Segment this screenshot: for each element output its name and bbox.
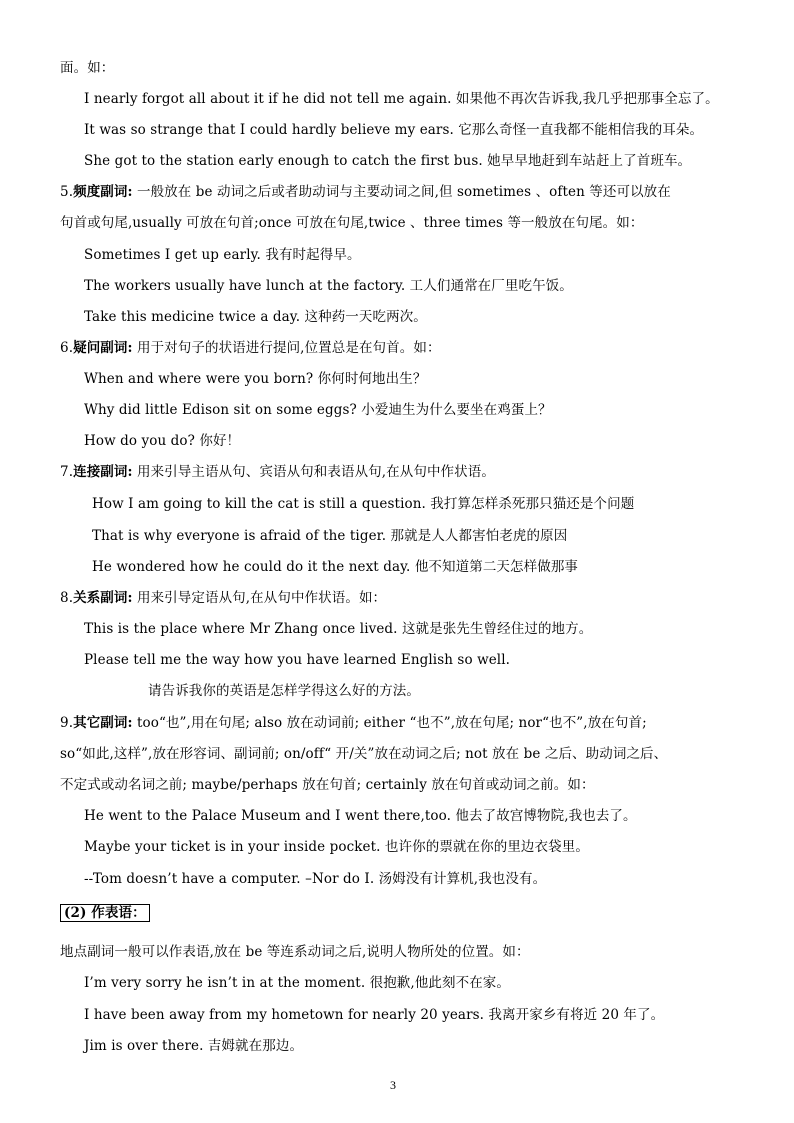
- example-sentence: I’m very sorry he isn’t in at the moment. 很抱歉,他此刻不在家。: [84, 975, 510, 991]
- example-sentence: Sometimes I get up early. 我有时起得早。: [84, 247, 361, 263]
- example-sentence: I nearly forgot all about it if he did not tell me again. 如果他不再次告诉我,我几乎把那事全忘了。: [84, 91, 719, 107]
- section-text: too“也”,用在句尾; also 放在动词前; either “也不”,放在句尾; nor“也不”,放在句首;: [132, 715, 647, 731]
- section-number: 9.: [60, 715, 74, 731]
- section-number: 8.: [60, 590, 74, 606]
- section-heading: [60, 588, 386, 608]
- text-line: 地点副词一般可以作表语,放在 be 等连系动词之后,说明人物所处的位置。如：: [60, 944, 530, 960]
- example-sentence: I have been away from my hometown for nearly 20 years. 我离开家乡有将近 20 年了。: [84, 1007, 665, 1023]
- section-number: 7.: [60, 464, 74, 480]
- section-heading: [60, 713, 647, 733]
- example-sentence: It was so strange that I could hardly believe my ears. 它那么奇怪一直我都不能相信我的耳朵。: [84, 122, 704, 138]
- section-heading: [60, 182, 671, 202]
- section-title: 其它副词:: [73, 715, 133, 731]
- example-sentence: Please tell me the way how you have learned English so well.: [84, 652, 511, 668]
- section-text: 用于对句子的状语进行提问,位置总是在句首。如：: [132, 340, 441, 356]
- text-line: 不定式或动名词之前; maybe/perhaps 放在句首; certainly 放在句首或动词之前。如：: [60, 777, 595, 793]
- example-sentence: This is the place where Mr Zhang once lived. 这就是张先生曾经住过的地方。: [84, 621, 593, 637]
- example-sentence: --Tom doesn’t have a computer. –Nor do I. 汤姆没有计算机,我也没有。: [84, 871, 547, 887]
- page-number: 3: [390, 1078, 396, 1092]
- example-sentence: She got to the station early enough to catch the first bus. 她早早地赶到车站赶上了首班车。: [84, 153, 692, 169]
- example-sentence: Take this medicine twice a day. 这种药一天吃两次。: [84, 309, 427, 325]
- example-sentence: Maybe your ticket is in your inside pocket. 也许你的票就在你的里边衣袋里。: [84, 839, 589, 855]
- section-title: 关系副词:: [73, 590, 133, 606]
- text-line: 句首或句尾,usually 可放在句首;once 可放在句尾,twice 、three times 等一般放在句尾。如：: [60, 215, 644, 231]
- subsection-heading: [60, 903, 150, 923]
- example-sentence: When and where were you born? 你何时何地出生？: [84, 371, 427, 387]
- section-text: 一般放在 be 动词之后或者助动词与主要动词之间,但 sometimes 、often 等还可以放在: [132, 184, 671, 200]
- section-heading: [60, 338, 441, 358]
- example-sentence: Why did little Edison sit on some eggs? 小爱迪生为什么要坐在鸡蛋上？: [84, 402, 552, 418]
- section-text: 用来引导主语从句、宾语从句和表语从句,在从句中作状语。: [132, 464, 495, 480]
- example-sentence: How I am going to kill the cat is still a question. 我打算怎样杀死那只猫还是个问题: [92, 496, 635, 512]
- section-title: 疑问副词:: [73, 340, 133, 356]
- example-sentence: Jim is over there. 吉姆就在那边。: [84, 1038, 304, 1054]
- section-number: 6.: [60, 340, 74, 356]
- example-sentence: He went to the Palace Museum and I went there,too. 他去了故宫博物院,我也去了。: [84, 808, 637, 824]
- section-title: 连接副词:: [73, 464, 133, 480]
- boxed-heading: (2) 作表语：: [60, 904, 150, 922]
- text-line: so“如此,这样”,放在形容词、副词前; on/off“ 开/关”放在动词之后; not 放在 be 之后、助动词之后、: [60, 746, 668, 762]
- section-title: 频度副词:: [73, 184, 133, 200]
- section-number: 5.: [60, 184, 74, 200]
- translation-line: 请告诉我你的英语是怎样学得这么好的方法。: [148, 683, 420, 699]
- section-heading: [60, 462, 495, 482]
- example-sentence: That is why everyone is afraid of the tiger. 那就是人人都害怕老虎的原因: [92, 528, 568, 544]
- example-sentence: How do you do? 你好！: [84, 433, 241, 449]
- section-text: 用来引导定语从句,在从句中作状语。如：: [132, 590, 387, 606]
- example-sentence: He wondered how he could do it the next day. 他不知道第二天怎样做那事: [92, 559, 579, 575]
- example-sentence: The workers usually have lunch at the factory. 工人们通常在厂里吃午饭。: [84, 278, 573, 294]
- text-line: 面。如：: [60, 60, 115, 76]
